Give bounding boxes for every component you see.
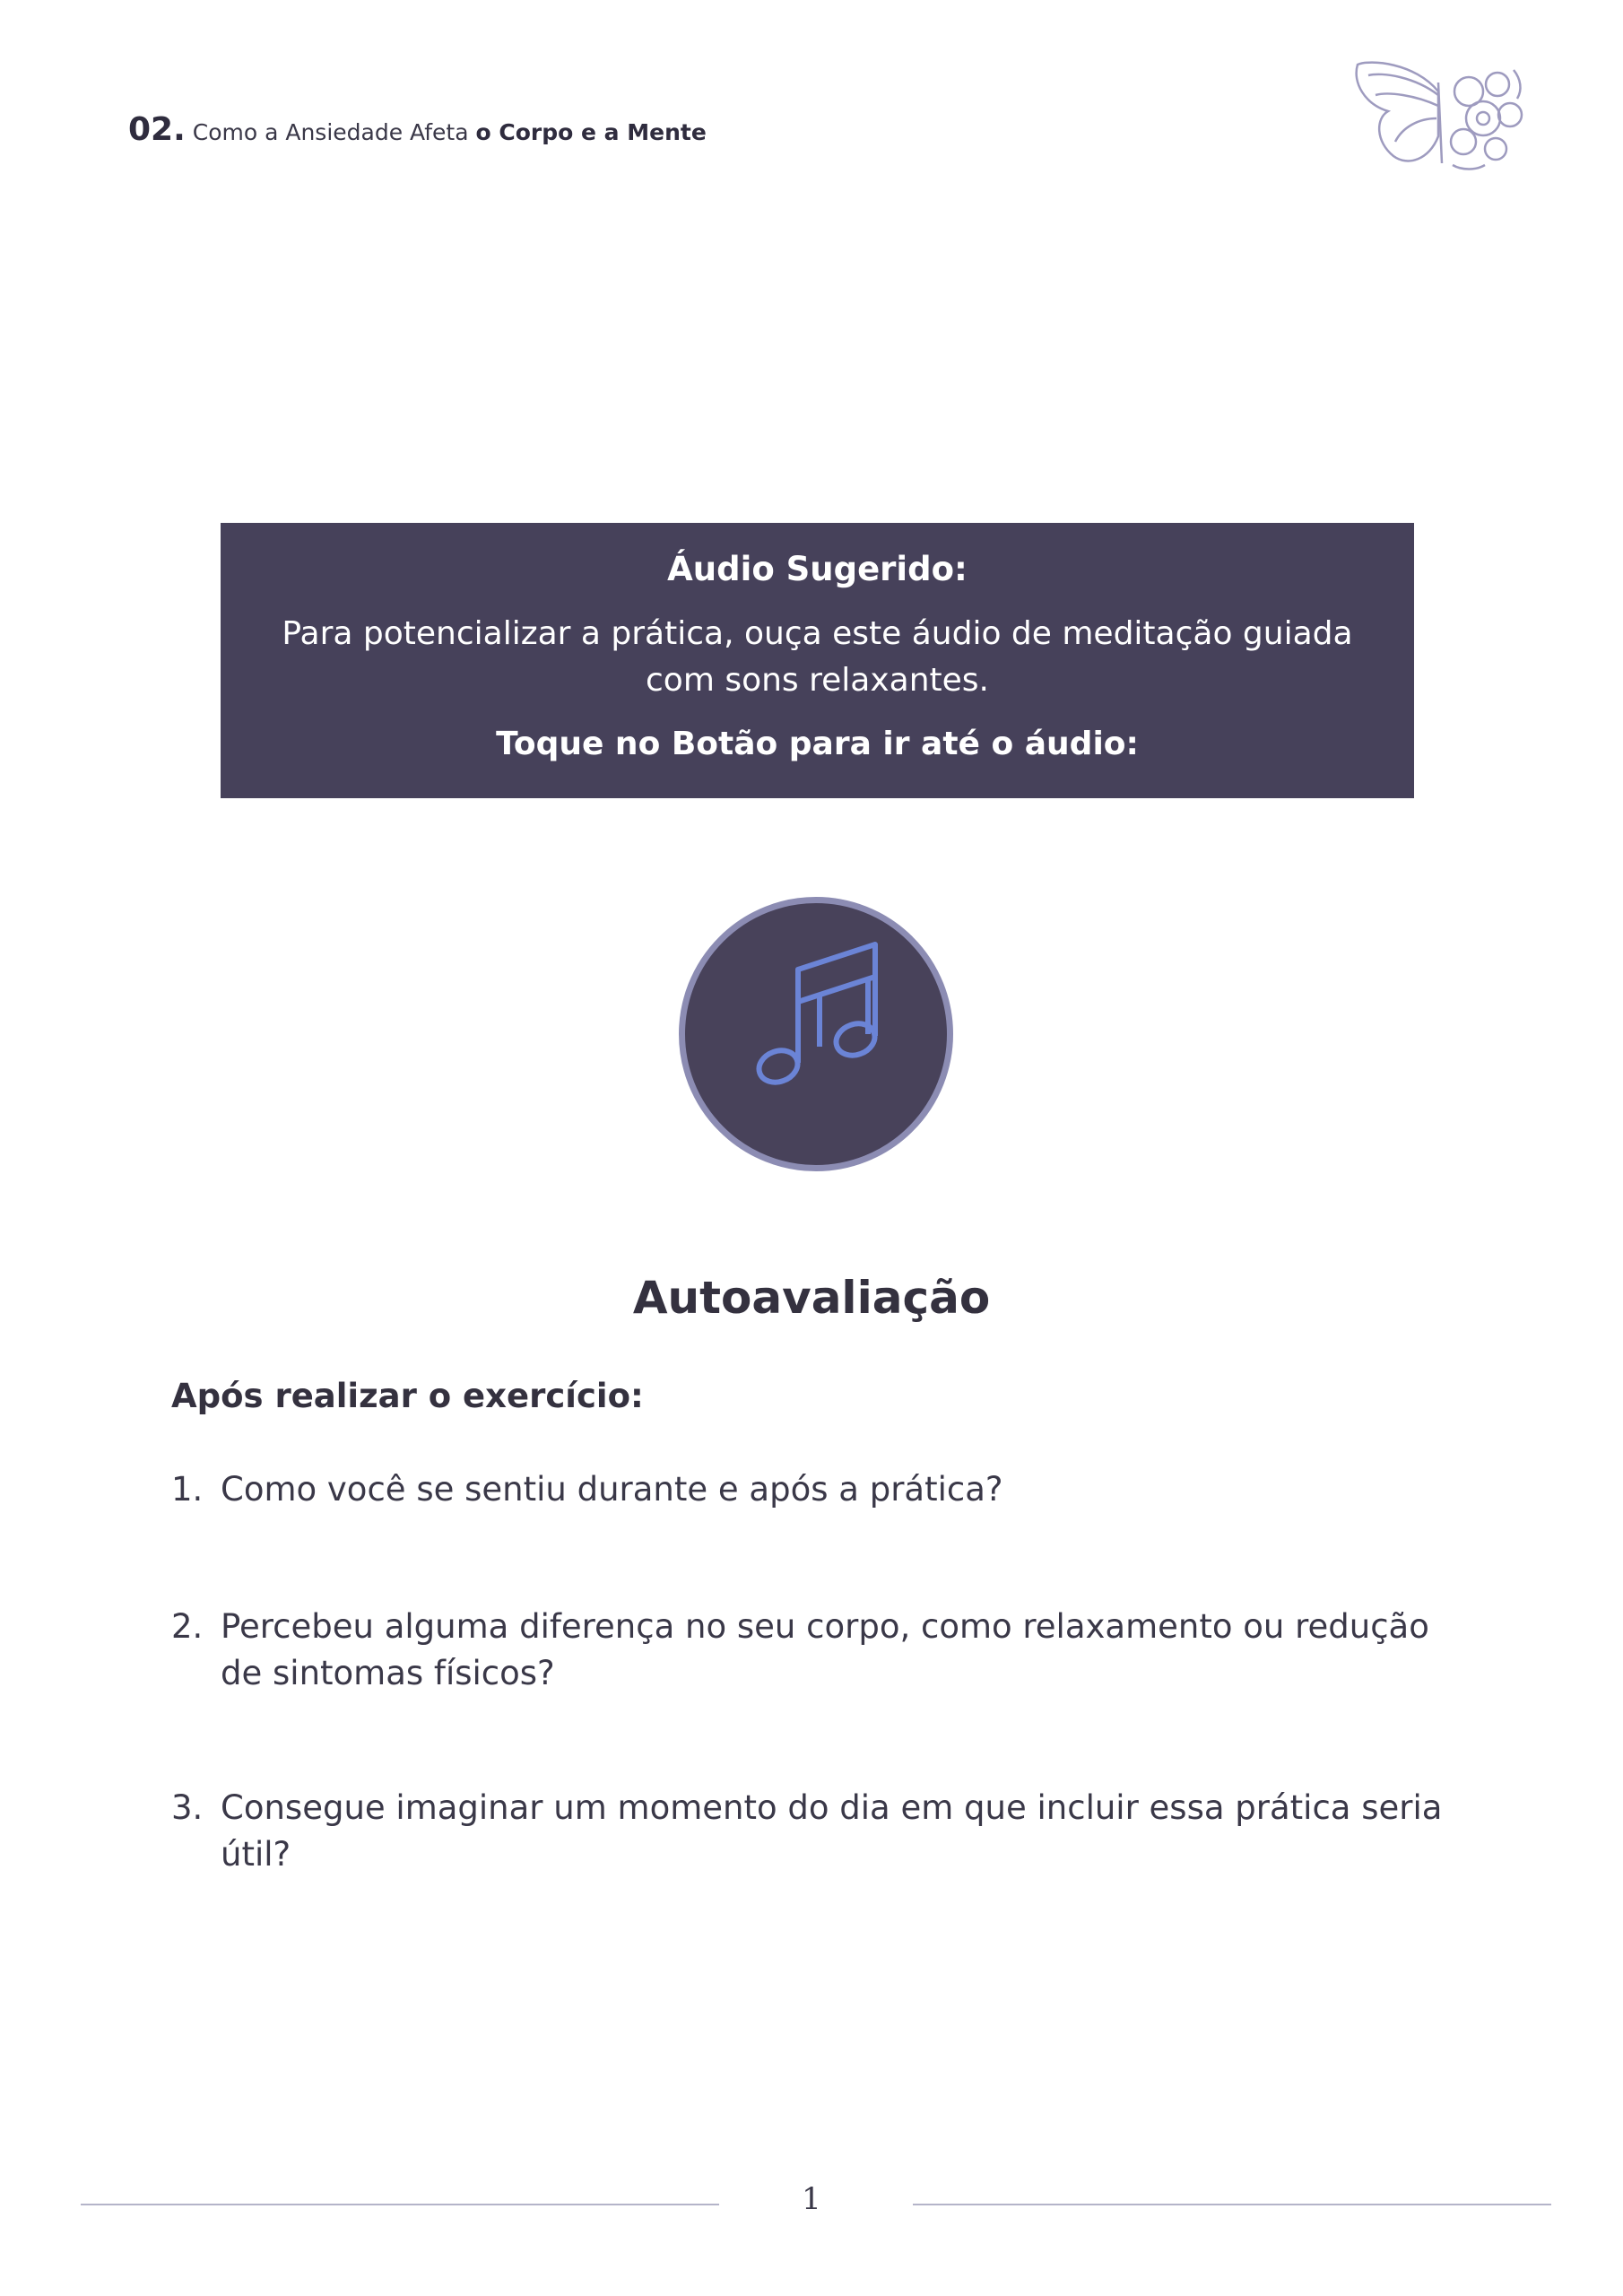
section-intro: Após realizar o exercício: (171, 1377, 644, 1415)
question-text: Como você se sentiu durante e após a prática? (221, 1470, 1003, 1509)
audio-link-button[interactable] (679, 897, 953, 1171)
suggested-audio-box (221, 523, 1414, 798)
music-note-icon (685, 903, 947, 1165)
question-number: 2. (171, 1607, 204, 1646)
question-number: 1. (171, 1470, 204, 1509)
question-item (171, 1785, 1471, 1878)
audio-box-cta: Toque no Botão para ir até o áudio: (496, 726, 1139, 763)
chapter-number: 02. (128, 111, 186, 148)
chapter-title-regular: Como a Ansiedade Afeta (192, 119, 469, 145)
chapter-title-bold: o Corpo e a Mente (475, 119, 707, 145)
question-number: 3. (171, 1788, 204, 1827)
audio-box-title: Áudio Sugerido: (667, 550, 968, 588)
question-item (171, 1604, 1471, 1697)
page-number: 1 (802, 2181, 821, 2217)
butterfly-logo-icon (1352, 56, 1532, 178)
audio-box-description: Para potencializar a prática, ouça este áudio de meditação guiada com sons relaxantes. (282, 615, 1353, 700)
question-text: Percebeu alguma diferença no seu corpo, como relaxamento ou redução de sintomas físicos? (221, 1607, 1429, 1692)
footer-divider-right (913, 2204, 1551, 2205)
question-text: Consegue imaginar um momento do dia em que incluir essa prática seria útil? (221, 1788, 1443, 1874)
question-item (171, 1466, 1471, 1513)
section-title: Autoavaliação (632, 1272, 991, 1324)
chapter-header (128, 111, 707, 148)
